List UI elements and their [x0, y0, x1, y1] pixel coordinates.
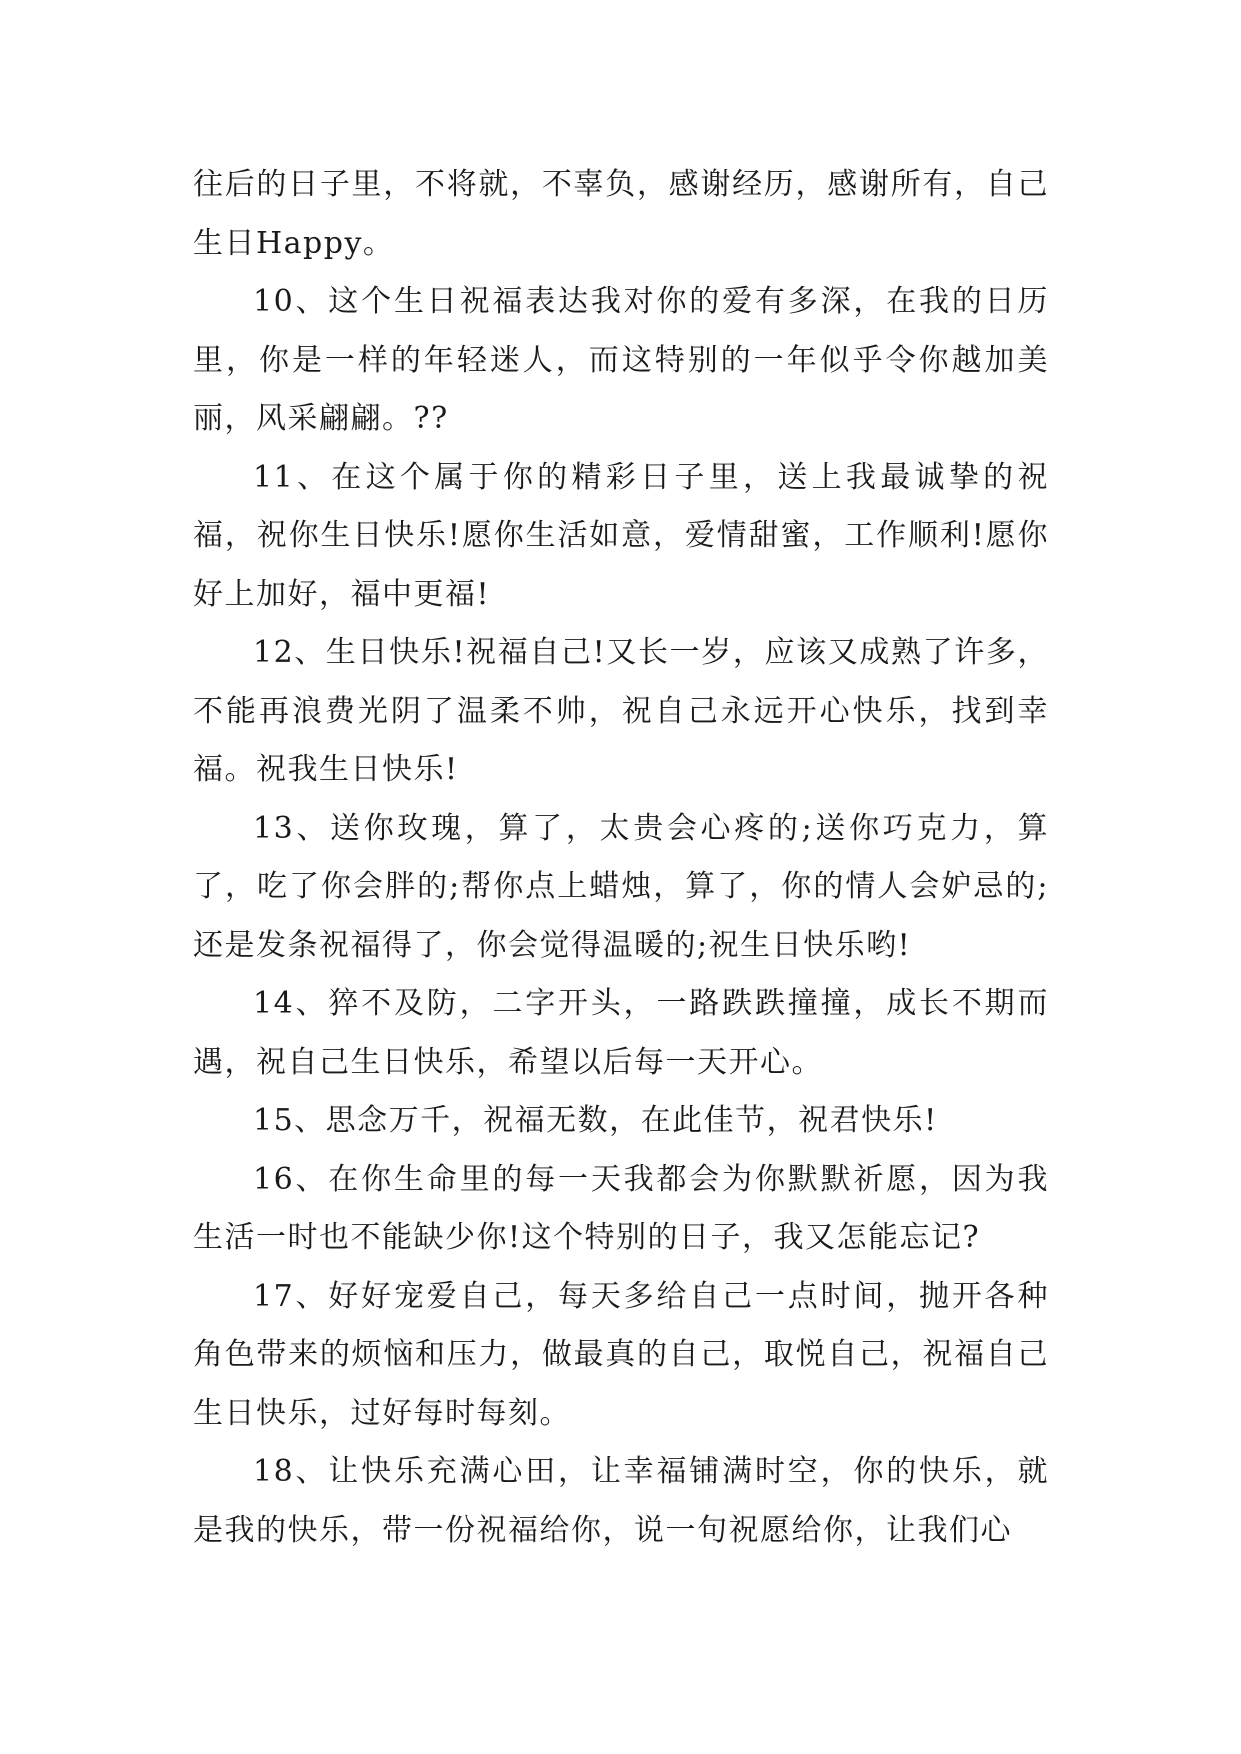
paragraph-wish-16: 16、在你生命里的每一天我都会为你默默祈愿，因为我生活一时也不能缺少你!这个特别的日子，我又怎能忘记? — [193, 1161, 1049, 1255]
paragraph-wish-15: 15、思念万千，祝福无数，在此佳节，祝君快乐! — [253, 1103, 938, 1138]
paragraph-continuation: 往后的日子里，不将就，不辜负，感谢经历，感谢所有，自己生日Happy。 — [193, 167, 1049, 261]
paragraph-wish-14: 14、猝不及防，二字开头，一路跌跌撞撞，成长不期而遇，祝自己生日快乐，希望以后每一天开心。 — [193, 986, 1049, 1080]
paragraph-wish-10: 10、这个生日祝福表达我对你的爱有多深，在我的日历里，你是一样的年轻迷人，而这特别的一年似乎令你越加美丽，风采翩翩。?? — [193, 284, 1049, 436]
paragraph-wish-12: 12、生日快乐!祝福自己!又长一岁，应该又成熟了许多，不能再浪费光阴了温柔不帅，祝自己永远开心快乐，找到幸福。祝我生日快乐! — [193, 635, 1049, 787]
paragraph-wish-13: 13、送你玫瑰，算了，太贵会心疼的;送你巧克力，算了，吃了你会胖的;帮你点上蜡烛，算了，你的情人会妒忌的;还是发条祝福得了，你会觉得温暖的;祝生日快乐哟! — [193, 810, 1049, 963]
paragraph-wish-11: 11、在这个属于你的精彩日子里，送上我最诚挚的祝福，祝你生日快乐!愿你生活如意，爱情甜蜜，工作顺利!愿你好上加好，福中更福! — [193, 459, 1049, 612]
paragraph-wish-17: 17、好好宠爱自己，每天多给自己一点时间，抛开各种角色带来的烦恼和压力，做最真的自己，取悦自己，祝福自己生日快乐，过好每时每刻。 — [193, 1278, 1049, 1431]
document-body — [193, 156, 1049, 1560]
paragraph-wish-18: 18、让快乐充满心田，让幸福铺满时空，你的快乐，就是我的快乐，带一份祝福给你，说一句祝愿给你，让我们心 — [193, 1454, 1049, 1548]
